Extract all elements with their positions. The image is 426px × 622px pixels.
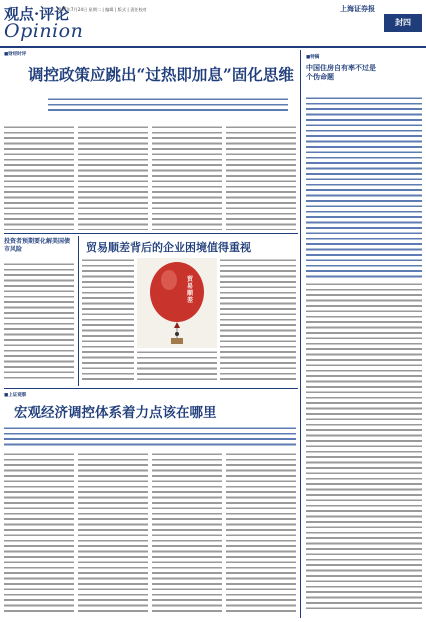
right-column-headline: 中国住房自有率不过是个伪命题	[306, 64, 376, 81]
article1-headline: 调控政策应跳出“过热即加息”固化思维	[28, 65, 294, 84]
article1-col4	[226, 125, 296, 230]
masthead-meta: 2007年7月24日 星期二 | 编辑 | 版式 | 责任校对	[56, 7, 147, 12]
article3-col1	[4, 452, 74, 614]
article1-col3	[152, 125, 222, 230]
page-section-badge: 封四	[384, 14, 422, 32]
article2-divider	[78, 236, 79, 386]
article1-lead	[48, 97, 288, 114]
right-column-body-top	[306, 96, 422, 278]
right-column-tag: ■特稿	[306, 55, 320, 60]
article3-col4	[226, 452, 296, 614]
section-title: 观点·评论	[4, 5, 70, 23]
article1-tag: ■财经时评	[4, 52, 27, 57]
left-box-body	[4, 262, 74, 382]
article3-col2	[78, 452, 148, 614]
article2-headline: 贸易顺差背后的企业困境值得重视	[86, 241, 251, 254]
article3-col3	[152, 452, 222, 614]
article2-col1	[82, 258, 134, 383]
newspaper-name: 上海证券报	[340, 5, 375, 13]
section-title-english: Opinion	[4, 20, 84, 42]
article1-col2	[78, 125, 148, 230]
article3-headline: 宏观经济调控体系着力点该在哪里	[14, 405, 217, 421]
cartoon-balloon-label: 贸易顺差	[187, 276, 194, 304]
divider-lower	[4, 388, 298, 389]
cartoon-illustration	[137, 258, 217, 348]
article3-lead	[4, 426, 296, 448]
left-box-headline: 投资者预期要化解美国债市风险	[4, 238, 71, 253]
article3-tag: ■上证观察	[4, 393, 27, 398]
divider-mid	[4, 233, 298, 234]
right-column-divider	[300, 50, 301, 618]
right-column-body	[306, 282, 422, 612]
article2-col3	[220, 258, 296, 383]
article1-col1	[4, 125, 74, 230]
article2-col2	[137, 350, 217, 383]
